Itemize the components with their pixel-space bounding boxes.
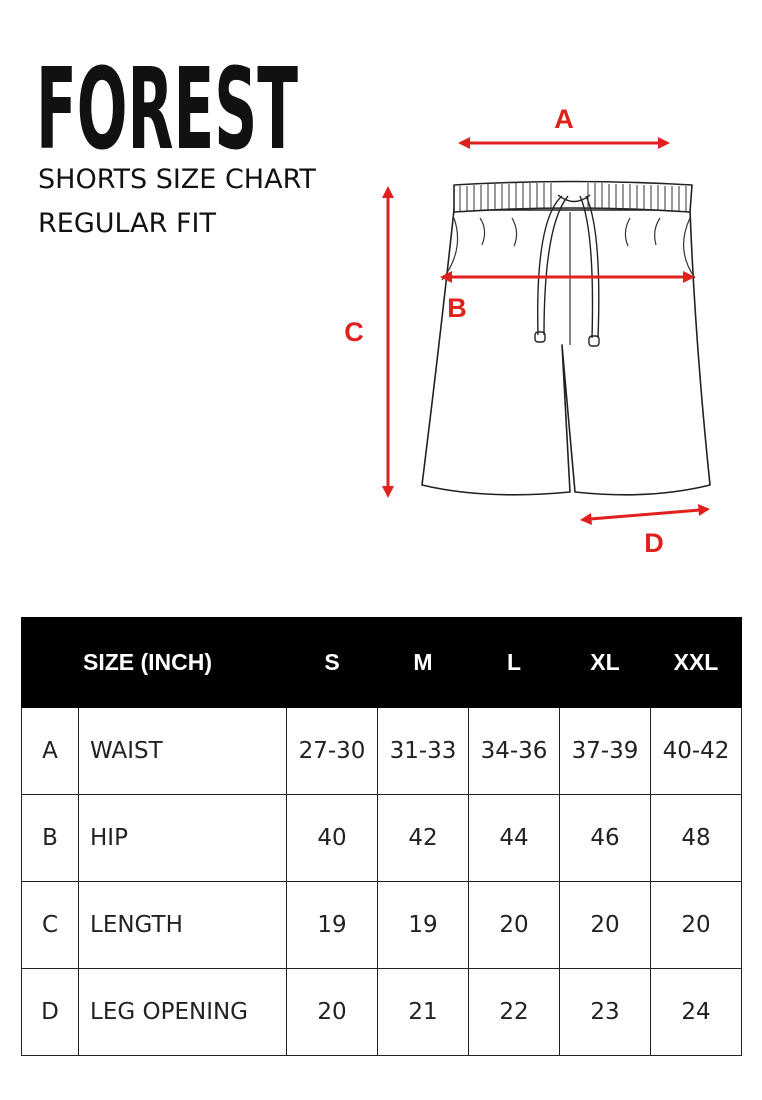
table-header-row [22,618,742,708]
size-header-xl: XL [560,618,651,708]
size-table [21,617,742,1056]
table-cell: 27-30 [287,708,378,795]
table-row [22,882,742,969]
table-cell: 21 [378,969,469,1056]
size-header-m: M [378,618,469,708]
table-cell: 20 [651,882,742,969]
table-row [22,969,742,1056]
table-cell: 40 [287,795,378,882]
table-row [22,795,742,882]
table-cell: 20 [287,969,378,1056]
row-key: D [22,969,79,1056]
size-inch-header: SIZE (INCH) [22,618,287,708]
table-cell: 19 [287,882,378,969]
row-label: WAIST [79,708,287,795]
arrow-d [590,510,700,519]
row-label: HIP [79,795,287,882]
table-cell: 22 [469,969,560,1056]
subtitle-line-1: SHORTS SIZE CHART [38,164,316,195]
label-a: A [554,104,574,134]
label-d: D [644,528,664,558]
table-cell: 20 [560,882,651,969]
table-cell: 42 [378,795,469,882]
shorts-diagram [330,100,730,570]
row-label: LENGTH [79,882,287,969]
shorts-outline [422,182,710,495]
subtitle-line-2: REGULAR FIT [38,208,216,239]
brand-logo [36,56,306,156]
size-header-l: L [469,618,560,708]
table-cell: 46 [560,795,651,882]
row-key: C [22,882,79,969]
size-header-s: S [287,618,378,708]
table-cell: 48 [651,795,742,882]
table-cell: 23 [560,969,651,1056]
table-row [22,708,742,795]
label-b: B [447,293,467,323]
label-c: C [344,317,364,347]
table-cell: 34-36 [469,708,560,795]
table-cell: 19 [378,882,469,969]
size-header-xxl: XXL [651,618,742,708]
row-label: LEG OPENING [79,969,287,1056]
table-cell: 37-39 [560,708,651,795]
table-cell: 20 [469,882,560,969]
table-cell: 44 [469,795,560,882]
brand-logo-text: FOREST [36,56,298,156]
shorts-illustration [330,100,730,570]
row-key: A [22,708,79,795]
table-cell: 40-42 [651,708,742,795]
row-key: B [22,795,79,882]
table-cell: 24 [651,969,742,1056]
table-cell: 31-33 [378,708,469,795]
